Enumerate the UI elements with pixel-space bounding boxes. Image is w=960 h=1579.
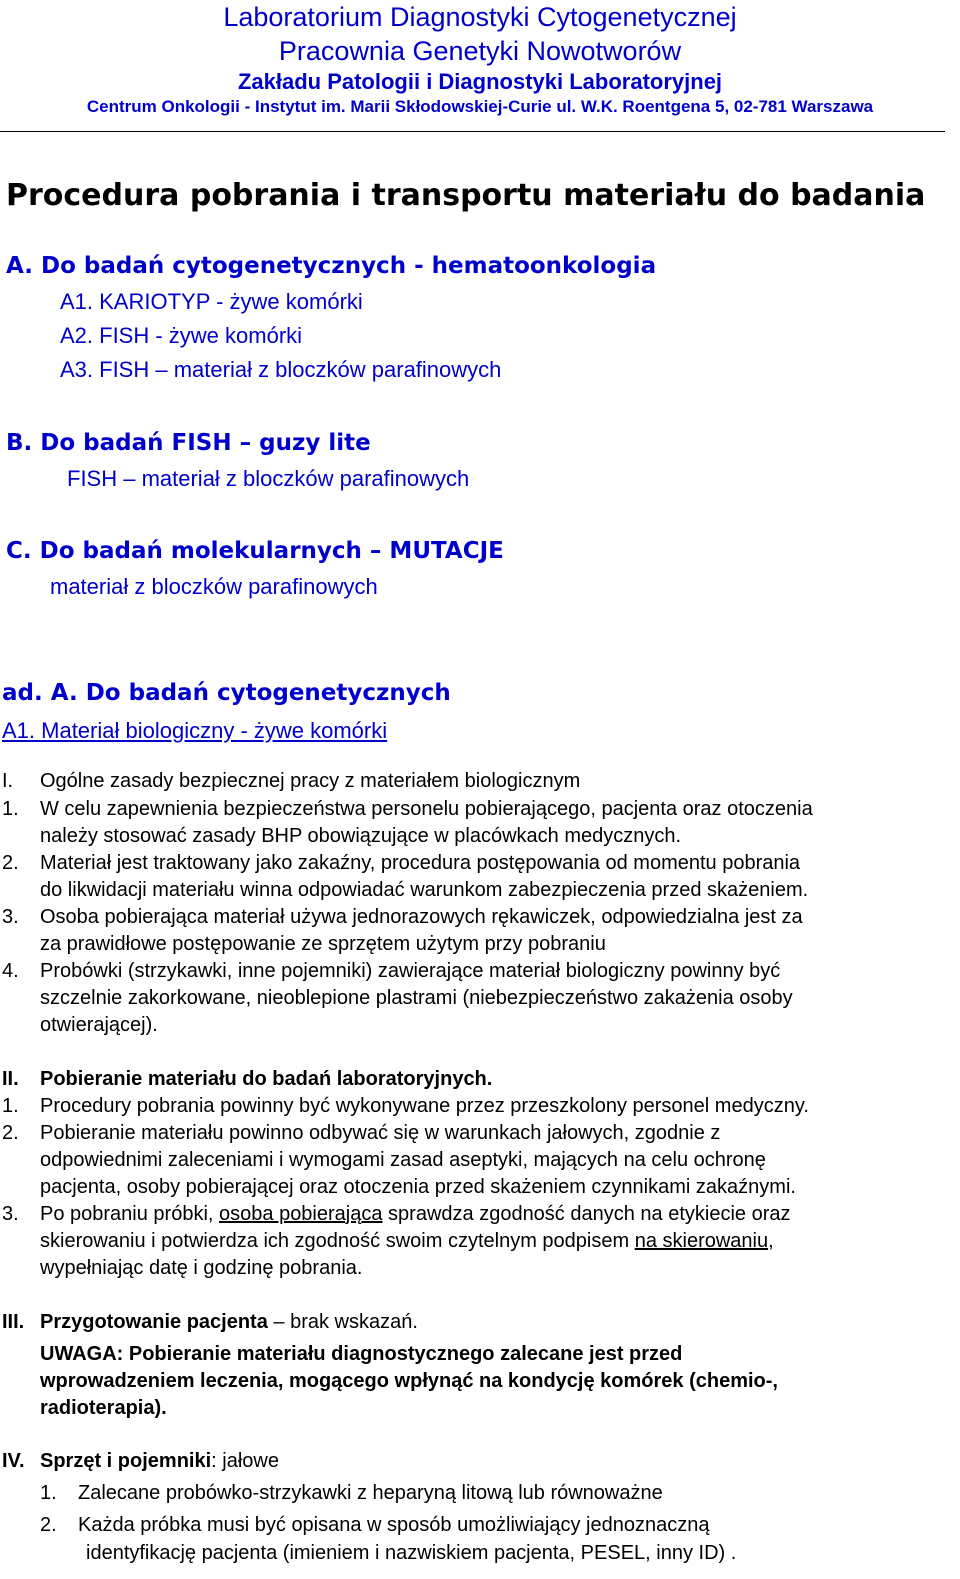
- ad-a-subheading: A1. Materiał biologiczny - żywe komórki: [2, 718, 388, 743]
- list-item-1-1-number: 1.: [2, 798, 19, 820]
- list-item-2-3-line2: skierowaniu i potwierdza ich zgodność swoim czytelnym podpisem na skierowaniu,: [40, 1230, 774, 1252]
- list-item-4-2-line1: Każda próbka musi być opisana w sposób umożliwiający jednoznaczną: [78, 1514, 710, 1536]
- list-item-1-3-line1: Osoba pobierająca materiał używa jednorazowych rękawiczek, odpowiedzialna jest za: [40, 906, 803, 928]
- list-item-2-1-line1: Procedury pobrania powinny być wykonywane przez przeszkolony personel medyczny.: [40, 1095, 809, 1117]
- list-item-1-1-line2: należy stosować zasady BHP obowiązujące w placówkach medycznych.: [40, 825, 682, 847]
- header-rule: [0, 131, 945, 132]
- toc-item-c-sub: materiał z bloczków parafinowych: [50, 574, 378, 599]
- underlined-phrase: na skierowaniu: [634, 1230, 769, 1252]
- underlined-phrase: osoba pobierająca: [219, 1203, 383, 1225]
- warning-note-line1: UWAGA: Pobieranie materiału diagnostycznego zalecane jest przed: [40, 1343, 683, 1365]
- section-3-number: III.: [2, 1311, 25, 1333]
- list-item-2-3-number: 3.: [2, 1203, 19, 1225]
- list-item-2-3-line3: wypełniając datę i godzinę pobrania.: [40, 1257, 363, 1279]
- list-item-1-2-line2: do likwidacji materiału winna odpowiadać warunkom zabezpieczenia przed skażeniem.: [40, 879, 809, 901]
- section-2-number: II.: [2, 1068, 19, 1090]
- list-item-2-2-line1: Pobieranie materiału powinno odbywać się w warunkach jałowych, zgodnie z: [40, 1122, 721, 1144]
- section-1-title: Ogólne zasady bezpiecznej pracy z materiałem biologicznym: [40, 770, 581, 792]
- list-item-2-1-number: 1.: [2, 1095, 19, 1117]
- warning-note-line2: wprowadzeniem leczenia, mogącego wpłynąć na kondycję komórek (chemio-,: [40, 1370, 778, 1392]
- list-item-4-1-text: Zalecane probówko-strzykawki z heparyną litową lub równoważne: [78, 1482, 663, 1504]
- header-line-2: Pracownia Genetyki Nowotworów: [278, 36, 682, 66]
- header-line-4: Centrum Onkologii - Instytut im. Marii Skłodowskiej-Curie ul. W.K. Roentgena 5, 02-781 Warszawa: [86, 97, 874, 116]
- list-item-1-4-line3: otwierającej).: [40, 1014, 158, 1036]
- list-item-4-2-number: 2.: [40, 1514, 57, 1536]
- warning-note-line3: radioterapia).: [40, 1397, 167, 1419]
- list-item-4-2-line2: identyfikację pacjenta (imieniem i nazwiskiem pacjenta, PESEL, inny ID) .: [86, 1542, 737, 1564]
- list-item-1-2-line1: Materiał jest traktowany jako zakaźny, procedura postępowania od momentu pobrania: [40, 852, 801, 874]
- list-item-1-4-line2: szczelnie zakorkowane, nieoblepione plastrami (niebezpieczeństwo zakażenia osoby: [40, 987, 793, 1009]
- ad-a-heading: ad. A. Do badań cytogenetycznych: [2, 680, 451, 706]
- list-item-2-2-number: 2.: [2, 1122, 19, 1144]
- toc-item-b-sub: FISH – materiał z bloczków parafinowych: [67, 466, 470, 491]
- list-item-1-4-number: 4.: [2, 960, 19, 982]
- toc-item-a2: A2. FISH - żywe komórki: [60, 323, 303, 348]
- list-item-2-2-line3: pacjenta, osoby pobierającej oraz otoczenia przed skażeniem czynnikami zakaźnymi.: [40, 1176, 796, 1198]
- header-line-3: Zakładu Patologii i Diagnostyki Laboratoryjnej: [237, 69, 723, 94]
- list-item-1-3-number: 3.: [2, 906, 19, 928]
- list-item-1-2-number: 2.: [2, 852, 19, 874]
- toc-item-a1: A1. KARIOTYP - żywe komórki: [60, 289, 363, 314]
- list-item-2-2-line2: odpowiednimi zaleceniami i wymogami zasad aseptyki, mających na celu ochronę: [40, 1149, 766, 1171]
- section-3-title: Przygotowanie pacjenta – brak wskazań.: [40, 1311, 418, 1333]
- section-4-title: Sprzęt i pojemniki: jałowe: [40, 1450, 279, 1472]
- list-item-4-1-number: 1.: [40, 1482, 57, 1504]
- section-1-number: I.: [2, 770, 14, 792]
- toc-item-b: B. Do badań FISH – guzy lite: [6, 430, 371, 456]
- page-title: Procedura pobrania i transportu materiału do badania: [6, 178, 926, 213]
- toc-item-c: C. Do badań molekularnych – MUTACJE: [6, 538, 504, 564]
- section-4-number: IV.: [2, 1450, 25, 1472]
- header-line-1: Laboratorium Diagnostyki Cytogenetycznej: [223, 2, 737, 32]
- list-item-1-1-line1: W celu zapewnienia bezpieczeństwa personelu pobierającego, pacjenta oraz otoczenia: [40, 798, 813, 820]
- list-item-1-4-line1: Probówki (strzykawki, inne pojemniki) zawierające materiał biologiczny powinny być: [40, 960, 781, 982]
- list-item-2-3-line1: Po pobraniu próbki, osoba pobierająca sprawdza zgodność danych na etykiecie oraz: [40, 1203, 791, 1225]
- toc-item-a: A. Do badań cytogenetycznych - hematoonkologia: [6, 253, 657, 279]
- list-item-1-3-line2: za prawidłowe postępowanie ze sprzętem użytym przy pobraniu: [40, 933, 606, 955]
- toc-item-a3: A3. FISH – materiał z bloczków parafinowych: [60, 357, 502, 382]
- section-2-title: Pobieranie materiału do badań laboratoryjnych.: [40, 1068, 493, 1090]
